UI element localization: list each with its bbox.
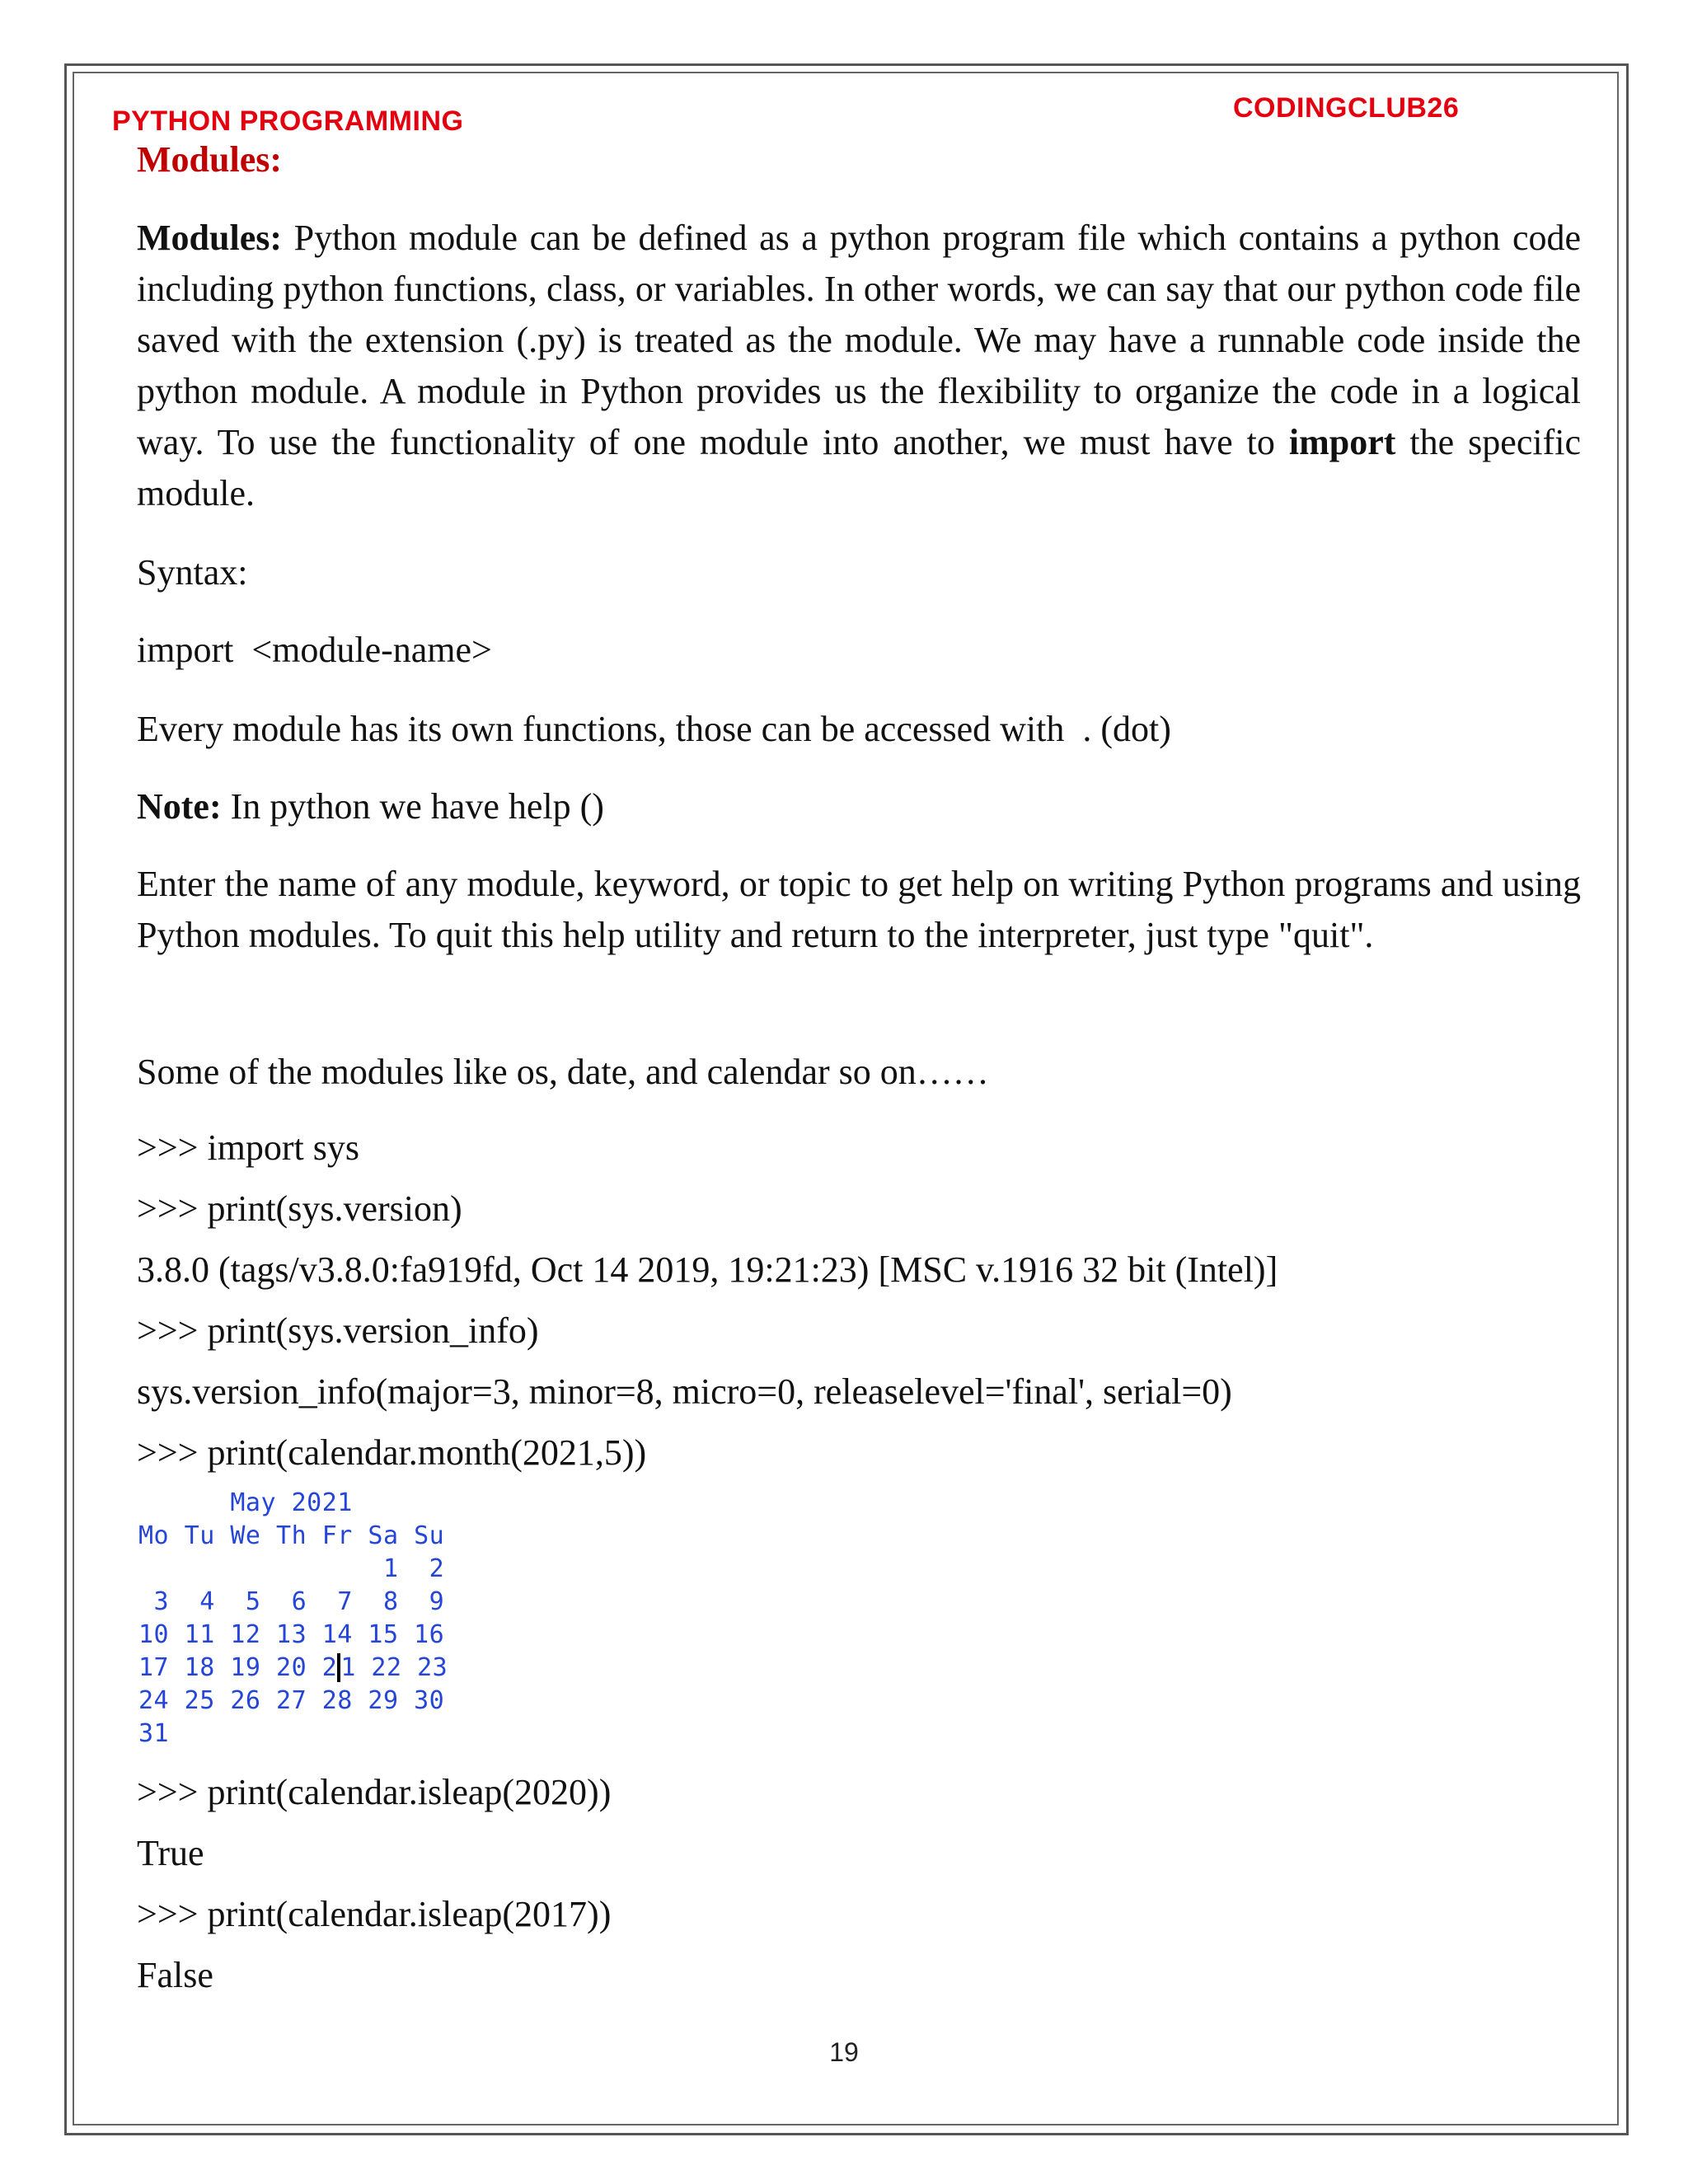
calendar-week-1: 1 2 <box>138 1554 445 1583</box>
code-output-3: True <box>137 1833 204 1873</box>
page-number: 19 <box>829 2037 859 2067</box>
access-line: Every module has its own functions, those can be accessed with . (dot) <box>137 709 1171 749</box>
calendar-week-4a: 17 18 19 20 2 <box>138 1653 338 1682</box>
syntax-line: import <module-name> <box>137 630 492 670</box>
help-text: Enter the name of any module, keyword, or topic to get help on writing Python programs and using Python modules. To quit this help utility and return to the interpreter, just type "quit". <box>137 864 1581 955</box>
code-output-1: 3.8.0 (tags/v3.8.0:fa919fd, Oct 14 2019, 19:21:23) [MSC v.1916 32 bit (Intel)] <box>137 1249 1278 1290</box>
code-output-2: sys.version_info(major=3, minor=8, micro=0, releaselevel='final', serial=0) <box>137 1371 1232 1412</box>
calendar-week-3: 10 11 12 13 14 15 16 <box>138 1620 445 1649</box>
intro-text-b: the specific module. <box>137 422 1581 513</box>
header-club-name: CODINGCLUB26 <box>1233 92 1460 124</box>
note-line <box>137 781 604 832</box>
intro-paragraph <box>137 213 1581 519</box>
code-line-3: >>> print(sys.version_info) <box>137 1310 539 1351</box>
modules-line: Some of the modules like os, date, and calendar so on…… <box>137 1052 989 1092</box>
code-line-2: >>> print(sys.version) <box>137 1188 462 1229</box>
code-line-1: >>> import sys <box>137 1127 360 1168</box>
note-label: Note: <box>137 786 222 827</box>
calendar-title: May 2021 <box>138 1488 353 1517</box>
calendar-output <box>138 1487 448 1750</box>
code-output-4: False <box>137 1955 213 1995</box>
syntax-label: Syntax: <box>137 552 248 593</box>
calendar-weekday-header: Mo Tu We Th Fr Sa Su <box>138 1521 445 1550</box>
calendar-week-6: 31 <box>138 1719 170 1748</box>
intro-text-a: Python module can be defined as a python program file which contains a python code including python functions, class, or variables. In other words, we can say that our python code file saved with the extension (.py) is treated as the module. We may have a runnable code inside the python module. A module in Python provides us the flexibility to organize the code in a logical way. To use the functionality of one module into another, we must have to <box>137 218 1581 462</box>
intro-label: Modules: <box>137 218 282 258</box>
calendar-week-5: 24 25 26 27 28 29 30 <box>138 1686 445 1715</box>
section-title: Modules: <box>137 139 282 180</box>
code-line-4: >>> print(calendar.month(2021,5)) <box>137 1432 647 1473</box>
intro-bold-import: import <box>1288 422 1396 462</box>
calendar-week-4b: 1 22 23 <box>340 1653 448 1682</box>
help-paragraph <box>137 859 1581 961</box>
code-line-6: >>> print(calendar.isleap(2017)) <box>137 1894 612 1934</box>
calendar-week-2: 3 4 5 6 7 8 9 <box>138 1587 445 1616</box>
code-line-5: >>> print(calendar.isleap(2020)) <box>137 1772 612 1812</box>
note-text: In python we have help () <box>221 786 604 827</box>
header-course-title: PYTHON PROGRAMMING <box>112 105 464 137</box>
